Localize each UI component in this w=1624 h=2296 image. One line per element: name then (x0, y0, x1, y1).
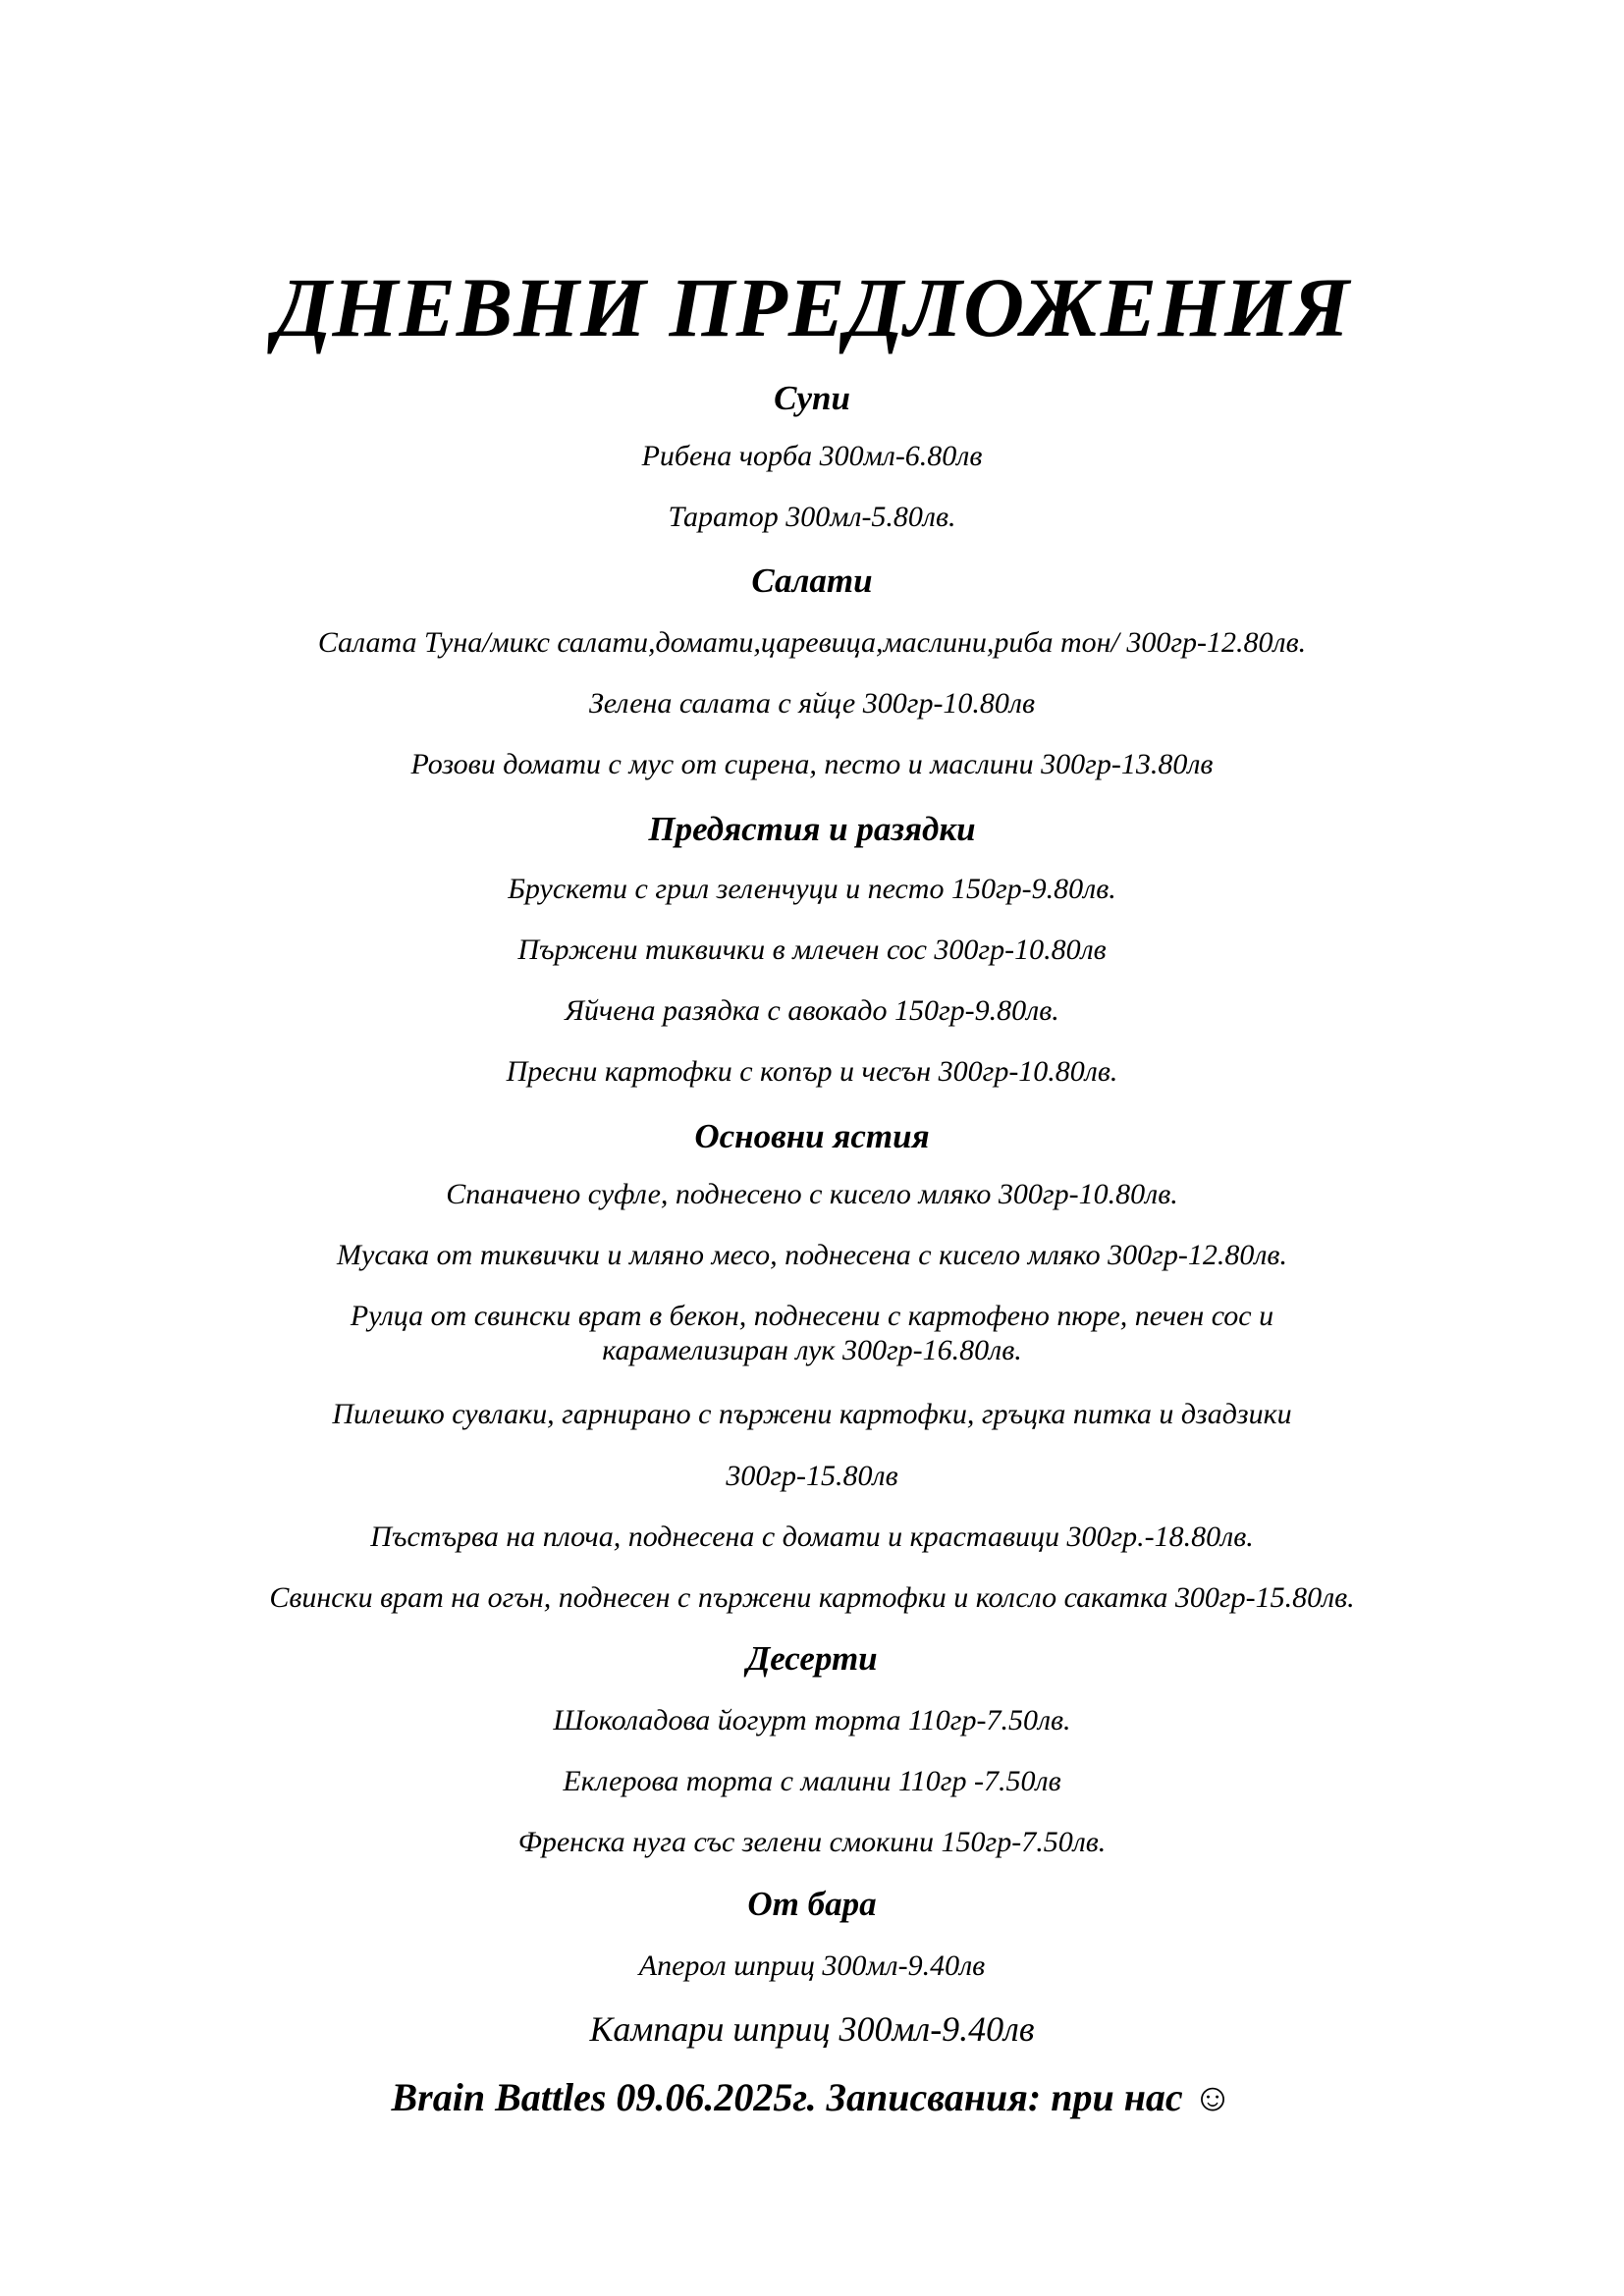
menu-item-line: Рулца от свински врат в бекон, поднесени с картофено пюре, печен сос и (350, 1300, 1274, 1332)
menu-item: Розови домати с мус от сирена, песто и маслини 300гр-13.80лв (410, 748, 1214, 780)
section-heading-starters: Предястия и разядки (648, 810, 976, 848)
menu-item: Пресни картофки с копър и чесън 300гр-10.80лв. (506, 1055, 1118, 1088)
section-heading-salads: Салати (751, 561, 873, 600)
event-announcement: Brain Battles 09.06.2025г. Записвания: при нас ☺ (391, 2075, 1233, 2119)
section-heading-bar: От бара (747, 1885, 877, 1923)
menu-item: Свински врат на огън, поднесен с пържени картофки и колсло сакатка 300гр-15.80лв. (269, 1581, 1355, 1614)
menu-item: Пъстърва на плоча, поднесена с домати и краставици 300гр.-18.80лв. (370, 1521, 1254, 1553)
section-heading-desserts: Десерти (746, 1639, 878, 1678)
menu-item: Брускети с грил зеленчуци и песто 150гр-9.80лв. (508, 873, 1116, 905)
menu-item: Салата Туна/микс салати,домати,царевица,маслини,риба тон/ 300гр-12.80лв. (317, 626, 1307, 659)
menu-item: Шоколадова йогурт торта 110гр-7.50лв. (553, 1704, 1071, 1736)
menu-item: Френска нуга със зелени смокини 150гр-7.50лв. (517, 1826, 1107, 1858)
page-title: ДНЕВНИ ПРЕДЛОЖЕНИЯ (273, 260, 1351, 354)
menu-item: Еклерова торта с малини 110гр -7.50лв (563, 1765, 1061, 1797)
menu-item: Пържени тиквички в млечен сос 300гр-10.80лв (517, 934, 1107, 966)
menu-item: Аперол шприц 300мл-9.40лв (638, 1949, 986, 1982)
section-heading-main-courses: Основни ястия (694, 1117, 930, 1155)
menu-item: Мусака от тиквички и мляно месо, поднесена с кисело мляко 300гр-12.80лв. (337, 1239, 1287, 1271)
section-heading-soups: Супи (774, 379, 850, 417)
menu-item: Таратор 300мл-5.80лв. (668, 501, 956, 533)
menu-item: Спаначено суфле, поднесено с кисело мляко 300гр-10.80лв. (446, 1178, 1178, 1210)
menu-item: Яйчена разядка с авокадо 150гр-9.80лв. (565, 994, 1059, 1027)
menu-item: Рибена чорба 300мл-6.80лв (641, 440, 983, 472)
menu-item-line: карамелизиран лук 300гр-16.80лв. (602, 1334, 1022, 1366)
menu-item: Зелена салата с яйце 300гр-10.80лв (588, 687, 1036, 720)
menu-item-line: Пилешко сувлаки, гарнирано с пържени картофки, гръцка питка и дзадзики (332, 1398, 1292, 1430)
menu-item-line: 300гр-15.80лв (726, 1460, 898, 1492)
menu-item: Кампари шприц 300мл-9.40лв (589, 2009, 1035, 2049)
